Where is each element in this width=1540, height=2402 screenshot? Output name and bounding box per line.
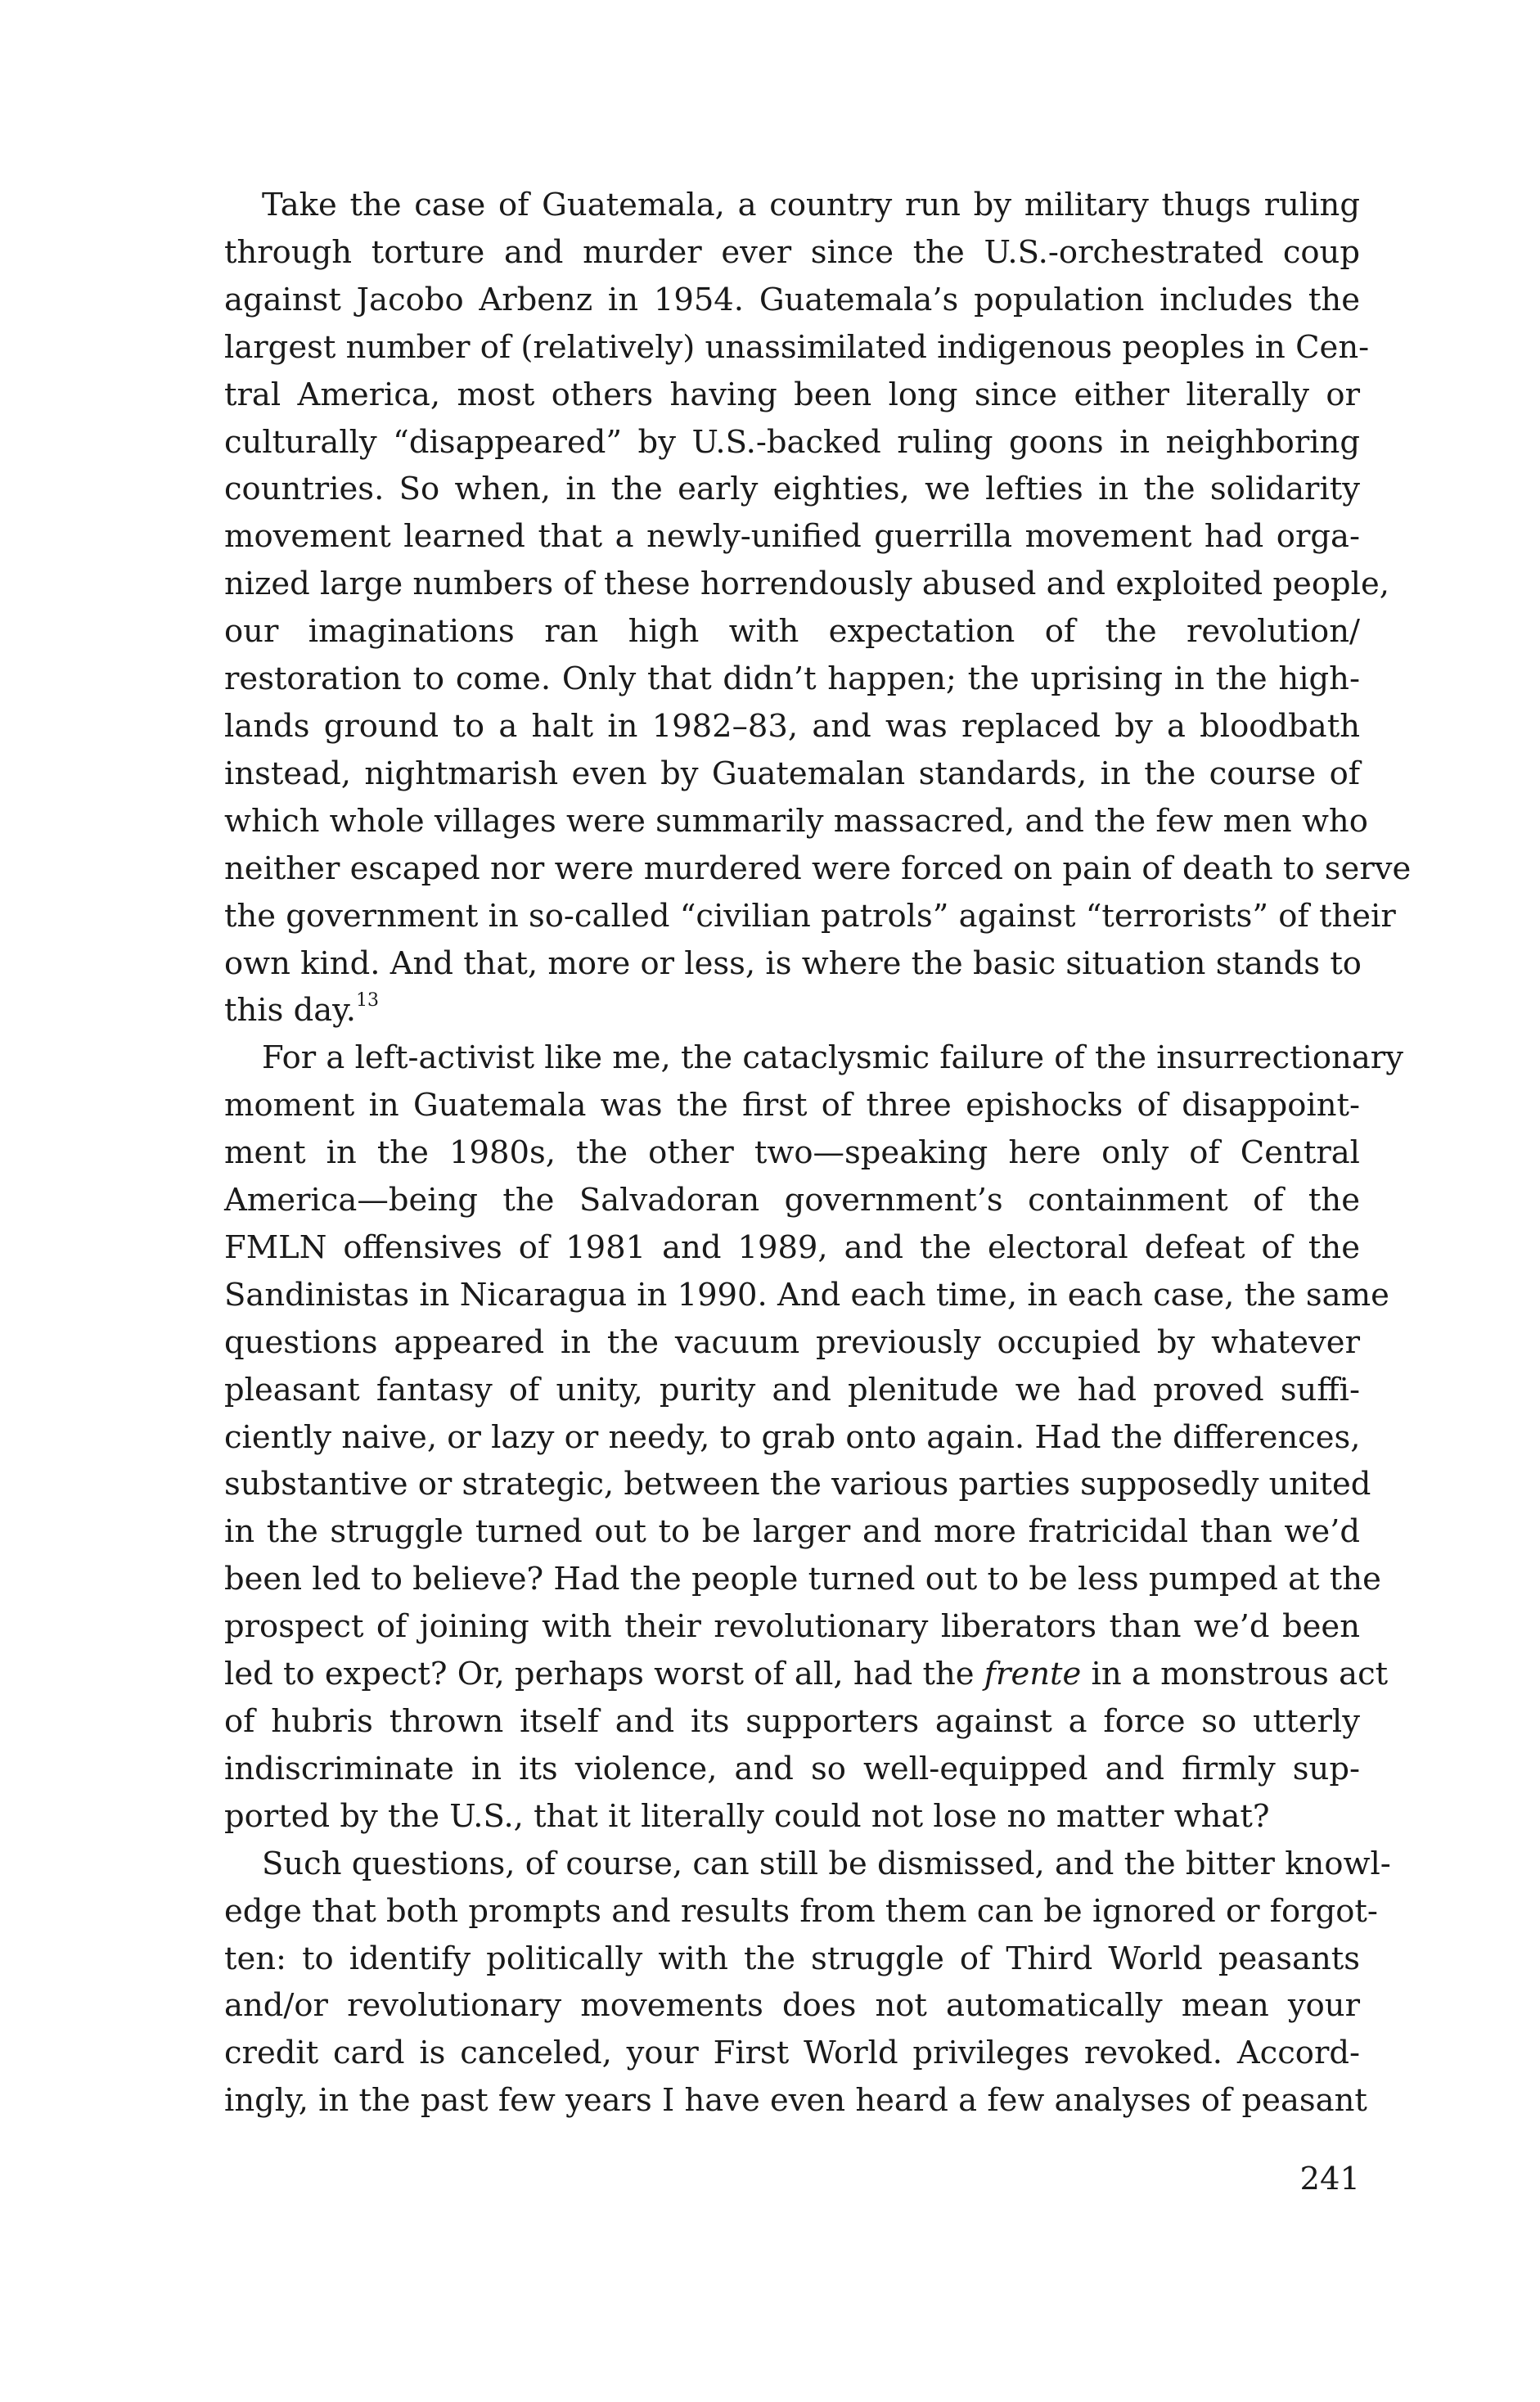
text-line: substantive or strategic, between the various parties supposedly united	[224, 1466, 1371, 1503]
paragraph-3	[187, 1841, 1391, 2125]
text-line: ported by the U.S., that it literally could not lose no matter what?	[224, 1797, 1270, 1835]
text-line: Such questions, of course, can still be dismissed, and the bitter knowl-	[262, 1845, 1391, 1882]
body-text	[187, 182, 1412, 2125]
text-line	[187, 1651, 1389, 1698]
text-line: which whole villages were summarily massacred, and the few men who	[224, 802, 1368, 840]
text-line: against Jacobo Arbenz in 1954. Guatemala’s population includes the	[224, 281, 1360, 318]
text-line: lands ground to a halt in 1982–83, and was replaced by a bloodbath	[224, 707, 1360, 745]
italic-term: frente	[984, 1656, 1082, 1693]
text-line: largest number of (relatively) unassimilated indigenous peoples in Cen-	[224, 328, 1370, 366]
text-line: ciently naive, or lazy or needy, to grab onto again. Had the differences,	[224, 1418, 1361, 1456]
text-line: restoration to come. Only that didn’t happen; the uprising in the high-	[224, 660, 1360, 698]
text-line: through torture and murder ever since the U.S.-orchestrated coup	[224, 233, 1360, 271]
text-line: movement learned that a newly-unified guerrilla movement had orga-	[224, 518, 1360, 556]
text-line: For a left-activist like me, the cataclysmic failure of the insurrectionary	[262, 1039, 1403, 1077]
text-line: questions appeared in the vacuum previously occupied by whatever	[224, 1323, 1360, 1361]
text-line	[187, 987, 1360, 1034]
text-line: indiscriminate in its violence, and so well-equipped and firmly sup-	[224, 1750, 1360, 1787]
text-line: culturally “disappeared” by U.S.-backed ruling goons in neighboring	[224, 423, 1360, 461]
text-line: neither escaped nor were murdered were forced on pain of death to serve	[224, 849, 1412, 887]
text-line-content: in a monstrous act	[1081, 1656, 1389, 1693]
paragraph-2	[187, 1034, 1403, 1840]
text-line: Sandinistas in Nicaragua in 1990. And each time, in each case, the same	[224, 1276, 1389, 1314]
text-line: FMLN offensives of 1981 and 1989, and the electoral defeat of the	[224, 1228, 1360, 1266]
page-number: 241	[1299, 2161, 1360, 2197]
text-line: instead, nightmarish even by Guatemalan standards, in the course of	[224, 755, 1360, 792]
text-line: ten: to identify politically with the struggle of Third World peasants	[224, 1940, 1360, 1977]
text-line: prospect of joining with their revolutionary liberators than we’d been	[224, 1608, 1360, 1646]
text-line: credit card is canceled, your First World privileges revoked. Accord-	[224, 2035, 1360, 2072]
text-line: tral America, most others having been long since either literally or	[224, 376, 1360, 413]
text-line: Take the case of Guatemala, a country run by military thugs ruling	[262, 187, 1360, 223]
text-line: been led to believe? Had the people turned out to be less pumped at the	[224, 1561, 1381, 1598]
text-line: edge that both prompts and results from them can be ignored or forgot-	[224, 1892, 1378, 1930]
text-line: America—being the Salvadoran government’s containment of the	[224, 1182, 1360, 1219]
text-line: ment in the 1980s, the other two—speaking here only of Central	[224, 1134, 1360, 1172]
text-line: pleasant fantasy of unity, purity and plenitude we had proved suffi-	[224, 1371, 1360, 1408]
text-line: nized large numbers of these horrendously abused and exploited people,	[224, 566, 1389, 603]
text-line: countries. So when, in the early eighties, we lefties in the solidarity	[224, 471, 1360, 508]
text-line-content: this day.	[224, 992, 357, 1030]
footnote-reference[interactable]: 13	[356, 990, 380, 1012]
text-line-content: led to expect? Or, perhaps worst of all, had the	[224, 1656, 984, 1693]
text-line: moment in Guatemala was the first of three epishocks of disappoint-	[224, 1087, 1360, 1124]
text-line: ingly, in the past few years I have even heard a few analyses of peasant	[224, 2082, 1367, 2120]
text-line: own kind. And that, more or less, is where the basic situation stands to	[224, 944, 1362, 982]
text-line: the government in so-called “civilian patrols” against “terrorists” of their	[224, 897, 1396, 935]
text-line: our imaginations ran high with expectation of the revolution/	[224, 613, 1360, 651]
text-line: and/or revolutionary movements does not automatically mean your	[224, 1987, 1360, 2025]
text-line: in the struggle turned out to be larger and more fratricidal than we’d	[224, 1513, 1360, 1551]
text-line: of hubris thrown itself and its supporters against a force so utterly	[224, 1703, 1360, 1740]
paragraph-1	[187, 182, 1412, 1034]
